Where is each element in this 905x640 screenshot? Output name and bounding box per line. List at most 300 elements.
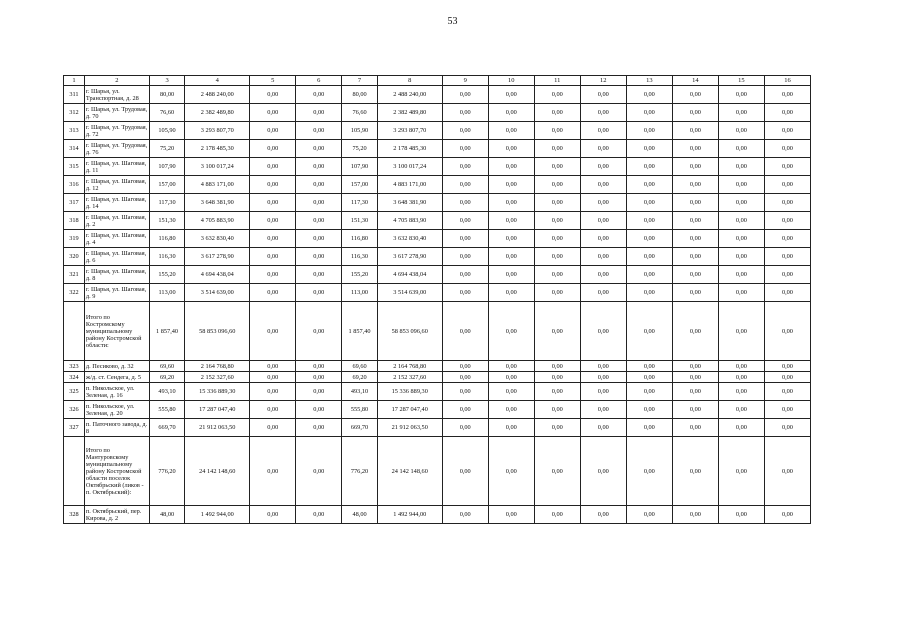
value-cell: 0,00 (764, 372, 810, 383)
table-row (64, 140, 811, 158)
table-row (64, 372, 811, 383)
value-cell: 0,00 (672, 176, 718, 194)
value-cell: 0,00 (534, 506, 580, 524)
table-row (64, 194, 811, 212)
value-cell: 555,80 (149, 401, 185, 419)
value-cell: 0,00 (488, 230, 534, 248)
value-cell: 0,00 (296, 194, 342, 212)
value-cell: 21 912 063,50 (377, 419, 442, 437)
value-cell: 0,00 (534, 437, 580, 506)
value-cell: 0,00 (296, 140, 342, 158)
value-cell: 0,00 (626, 266, 672, 284)
value-cell: 4 694 438,04 (377, 266, 442, 284)
value-cell: 0,00 (296, 419, 342, 437)
value-cell: 21 912 063,50 (185, 419, 250, 437)
value-cell: 0,00 (764, 383, 810, 401)
value-cell: 0,00 (534, 104, 580, 122)
row-number: 315 (64, 158, 85, 176)
value-cell: 0,00 (626, 401, 672, 419)
row-number: 324 (64, 372, 85, 383)
value-cell: 80,00 (342, 86, 378, 104)
value-cell: 155,20 (149, 266, 185, 284)
row-number: 325 (64, 383, 85, 401)
value-cell: 776,20 (342, 437, 378, 506)
value-cell: 0,00 (296, 302, 342, 361)
value-cell: 0,00 (580, 140, 626, 158)
row-number: 322 (64, 284, 85, 302)
value-cell: 151,30 (149, 212, 185, 230)
value-cell: 2 488 240,00 (377, 86, 442, 104)
value-cell: 0,00 (250, 506, 296, 524)
value-cell: 0,00 (488, 86, 534, 104)
value-cell: 0,00 (580, 194, 626, 212)
value-cell: 1 857,40 (149, 302, 185, 361)
value-cell: 0,00 (534, 401, 580, 419)
value-cell: 0,00 (626, 140, 672, 158)
table-row (64, 176, 811, 194)
value-cell: 113,00 (342, 284, 378, 302)
value-cell: 0,00 (672, 284, 718, 302)
value-cell: 0,00 (718, 401, 764, 419)
value-cell: 157,00 (342, 176, 378, 194)
address-cell: Итого по Мантуровскому муниципальному району Костромской области поселок Октябрьский (ликов - п. Октябрьский): (84, 437, 149, 506)
address-cell: п. Паточного завода, д. 8 (84, 419, 149, 437)
value-cell: 0,00 (718, 104, 764, 122)
value-cell: 0,00 (672, 372, 718, 383)
value-cell: 0,00 (250, 383, 296, 401)
value-cell: 0,00 (626, 212, 672, 230)
row-number: 321 (64, 266, 85, 284)
value-cell: 15 336 889,30 (185, 383, 250, 401)
value-cell: 4 705 883,90 (377, 212, 442, 230)
value-cell: 0,00 (442, 86, 488, 104)
table-row (64, 248, 811, 266)
value-cell: 0,00 (488, 372, 534, 383)
value-cell: 0,00 (296, 437, 342, 506)
value-cell: 24 142 148,60 (185, 437, 250, 506)
value-cell: 0,00 (672, 437, 718, 506)
value-cell: 69,60 (149, 361, 185, 372)
value-cell: 1 492 944,00 (377, 506, 442, 524)
value-cell: 0,00 (764, 140, 810, 158)
value-cell: 0,00 (534, 419, 580, 437)
value-cell: 0,00 (442, 140, 488, 158)
value-cell: 0,00 (488, 302, 534, 361)
value-cell: 0,00 (442, 230, 488, 248)
value-cell: 3 648 381,90 (185, 194, 250, 212)
value-cell: 0,00 (442, 372, 488, 383)
value-cell: 15 336 889,30 (377, 383, 442, 401)
value-cell: 0,00 (534, 230, 580, 248)
value-cell: 0,00 (580, 361, 626, 372)
value-cell: 0,00 (672, 302, 718, 361)
value-cell: 0,00 (764, 194, 810, 212)
value-cell: 76,60 (342, 104, 378, 122)
table-row (64, 383, 811, 401)
value-cell: 0,00 (296, 176, 342, 194)
value-cell: 2 382 489,80 (185, 104, 250, 122)
value-cell: 493,10 (149, 383, 185, 401)
value-cell: 0,00 (534, 122, 580, 140)
address-cell: ж/д. ст. Сендега, д. 5 (84, 372, 149, 383)
value-cell: 0,00 (442, 284, 488, 302)
value-cell: 0,00 (718, 302, 764, 361)
value-cell: 0,00 (718, 383, 764, 401)
value-cell: 0,00 (534, 284, 580, 302)
value-cell: 0,00 (296, 284, 342, 302)
value-cell: 0,00 (672, 104, 718, 122)
value-cell: 116,80 (149, 230, 185, 248)
address-cell: г. Шарья, ул. Шаговая, д. 6 (84, 248, 149, 266)
value-cell: 0,00 (488, 212, 534, 230)
value-cell: 0,00 (626, 176, 672, 194)
value-cell: 0,00 (764, 401, 810, 419)
table-row (64, 419, 811, 437)
table-row (64, 104, 811, 122)
row-number: 314 (64, 140, 85, 158)
value-cell: 2 178 485,30 (377, 140, 442, 158)
address-cell: г. Шарья, ул. Шаговая, д. 11 (84, 158, 149, 176)
value-cell: 0,00 (534, 176, 580, 194)
value-cell: 0,00 (250, 176, 296, 194)
value-cell: 3 514 639,00 (377, 284, 442, 302)
value-cell: 0,00 (718, 212, 764, 230)
value-cell: 105,90 (149, 122, 185, 140)
value-cell: 0,00 (626, 302, 672, 361)
value-cell: 0,00 (296, 248, 342, 266)
value-cell: 0,00 (534, 372, 580, 383)
value-cell: 0,00 (296, 104, 342, 122)
column-header: 5 (250, 76, 296, 86)
value-cell: 0,00 (764, 284, 810, 302)
value-cell: 116,30 (149, 248, 185, 266)
value-cell: 0,00 (534, 140, 580, 158)
value-cell: 0,00 (250, 194, 296, 212)
value-cell: 0,00 (296, 401, 342, 419)
value-cell: 0,00 (250, 302, 296, 361)
value-cell: 0,00 (296, 361, 342, 372)
value-cell: 0,00 (488, 248, 534, 266)
value-cell: 116,80 (342, 230, 378, 248)
value-cell: 155,20 (342, 266, 378, 284)
value-cell: 0,00 (534, 361, 580, 372)
value-cell: 0,00 (488, 419, 534, 437)
value-cell: 24 142 148,60 (377, 437, 442, 506)
row-number: 328 (64, 506, 85, 524)
value-cell: 0,00 (296, 230, 342, 248)
value-cell: 107,90 (342, 158, 378, 176)
value-cell: 3 100 017,24 (377, 158, 442, 176)
value-cell: 0,00 (534, 383, 580, 401)
value-cell: 0,00 (442, 506, 488, 524)
value-cell: 0,00 (534, 248, 580, 266)
value-cell: 76,60 (149, 104, 185, 122)
value-cell: 0,00 (250, 401, 296, 419)
value-cell: 0,00 (764, 230, 810, 248)
value-cell: 0,00 (672, 122, 718, 140)
value-cell: 0,00 (488, 284, 534, 302)
value-cell: 776,20 (149, 437, 185, 506)
value-cell: 0,00 (442, 176, 488, 194)
value-cell: 0,00 (626, 194, 672, 212)
value-cell: 3 293 807,70 (377, 122, 442, 140)
value-cell: 555,80 (342, 401, 378, 419)
value-cell: 0,00 (250, 437, 296, 506)
value-cell: 0,00 (718, 437, 764, 506)
value-cell: 3 632 830,40 (377, 230, 442, 248)
value-cell: 3 648 381,90 (377, 194, 442, 212)
value-cell: 0,00 (626, 506, 672, 524)
value-cell: 0,00 (534, 158, 580, 176)
value-cell: 669,70 (342, 419, 378, 437)
value-cell: 48,00 (342, 506, 378, 524)
address-cell: г. Шарья, ул. Шаговая, д. 2 (84, 212, 149, 230)
value-cell: 0,00 (764, 506, 810, 524)
column-header: 2 (84, 76, 149, 86)
value-cell: 0,00 (626, 437, 672, 506)
value-cell: 0,00 (718, 194, 764, 212)
value-cell: 0,00 (672, 230, 718, 248)
value-cell: 0,00 (718, 158, 764, 176)
value-cell: 0,00 (626, 86, 672, 104)
value-cell: 0,00 (718, 122, 764, 140)
column-header: 6 (296, 76, 342, 86)
row-number: 316 (64, 176, 85, 194)
value-cell: 17 287 047,40 (185, 401, 250, 419)
value-cell: 0,00 (764, 437, 810, 506)
value-cell: 0,00 (250, 104, 296, 122)
value-cell: 0,00 (442, 248, 488, 266)
value-cell: 4 883 171,00 (185, 176, 250, 194)
value-cell: 0,00 (718, 506, 764, 524)
value-cell: 2 382 489,80 (377, 104, 442, 122)
value-cell: 0,00 (718, 284, 764, 302)
value-cell: 0,00 (580, 176, 626, 194)
value-cell: 0,00 (580, 372, 626, 383)
address-cell: г. Шарья, ул. Шаговая, д. 14 (84, 194, 149, 212)
value-cell: 17 287 047,40 (377, 401, 442, 419)
value-cell: 157,00 (149, 176, 185, 194)
value-cell: 0,00 (442, 194, 488, 212)
column-header: 16 (764, 76, 810, 86)
value-cell: 0,00 (488, 266, 534, 284)
row-number: 312 (64, 104, 85, 122)
value-cell: 0,00 (764, 176, 810, 194)
value-cell: 2 488 240,00 (185, 86, 250, 104)
value-cell: 0,00 (296, 383, 342, 401)
value-cell: 113,00 (149, 284, 185, 302)
value-cell: 0,00 (580, 158, 626, 176)
value-cell: 0,00 (250, 361, 296, 372)
address-cell: г. Шарья, ул. Шаговая, д. 9 (84, 284, 149, 302)
value-cell: 75,20 (149, 140, 185, 158)
value-cell: 0,00 (580, 401, 626, 419)
value-cell: 3 100 017,24 (185, 158, 250, 176)
value-cell: 0,00 (442, 302, 488, 361)
value-cell: 2 164 768,80 (377, 361, 442, 372)
value-cell: 0,00 (250, 158, 296, 176)
address-cell: п. Никольское, ул. Зеленая, д. 16 (84, 383, 149, 401)
value-cell: 0,00 (442, 401, 488, 419)
value-cell: 0,00 (672, 383, 718, 401)
value-cell: 0,00 (488, 401, 534, 419)
header-row (64, 76, 811, 86)
row-number: 311 (64, 86, 85, 104)
value-cell: 0,00 (764, 419, 810, 437)
row-number: 313 (64, 122, 85, 140)
address-cell: г. Шарья, ул. Транспортная, д. 28 (84, 86, 149, 104)
value-cell: 117,30 (342, 194, 378, 212)
column-header: 12 (580, 76, 626, 86)
value-cell: 0,00 (580, 230, 626, 248)
value-cell: 0,00 (488, 506, 534, 524)
value-cell: 0,00 (250, 230, 296, 248)
total-row (64, 302, 811, 361)
value-cell: 0,00 (718, 248, 764, 266)
value-cell: 2 164 768,80 (185, 361, 250, 372)
value-cell: 0,00 (250, 212, 296, 230)
value-cell: 107,90 (149, 158, 185, 176)
value-cell: 80,00 (149, 86, 185, 104)
value-cell: 0,00 (672, 419, 718, 437)
value-cell: 0,00 (626, 372, 672, 383)
value-cell: 0,00 (250, 122, 296, 140)
value-cell: 0,00 (580, 122, 626, 140)
address-cell: п. Никольское, ул. Зеленая, д. 20 (84, 401, 149, 419)
value-cell: 3 617 278,90 (185, 248, 250, 266)
value-cell: 0,00 (626, 104, 672, 122)
value-cell: 3 617 278,90 (377, 248, 442, 266)
page-number: 53 (447, 16, 458, 27)
value-cell: 0,00 (442, 437, 488, 506)
address-cell: г. Шарья, ул. Шаговая, д. 4 (84, 230, 149, 248)
value-cell: 0,00 (718, 176, 764, 194)
value-cell: 0,00 (488, 176, 534, 194)
column-header: 3 (149, 76, 185, 86)
column-header: 15 (718, 76, 764, 86)
value-cell: 4 705 883,90 (185, 212, 250, 230)
row-number: 320 (64, 248, 85, 266)
value-cell: 0,00 (488, 194, 534, 212)
value-cell: 0,00 (250, 86, 296, 104)
value-cell: 0,00 (488, 104, 534, 122)
value-cell: 0,00 (672, 86, 718, 104)
address-cell: г. Шарья, ул. Трудовая, д. 76 (84, 140, 149, 158)
value-cell: 0,00 (672, 248, 718, 266)
value-cell: 0,00 (718, 86, 764, 104)
table-row (64, 266, 811, 284)
value-cell: 105,90 (342, 122, 378, 140)
value-cell: 75,20 (342, 140, 378, 158)
value-cell: 0,00 (488, 383, 534, 401)
value-cell: 0,00 (534, 86, 580, 104)
value-cell: 0,00 (296, 266, 342, 284)
value-cell: 0,00 (580, 248, 626, 266)
value-cell: 69,20 (342, 372, 378, 383)
value-cell: 0,00 (296, 122, 342, 140)
value-cell: 0,00 (296, 158, 342, 176)
value-cell: 0,00 (488, 140, 534, 158)
value-cell: 0,00 (442, 383, 488, 401)
value-cell: 0,00 (626, 361, 672, 372)
address-cell: п. Октябрьский, пер. Кирова, д. 2 (84, 506, 149, 524)
value-cell: 48,00 (149, 506, 185, 524)
table-row (64, 158, 811, 176)
row-number (64, 302, 85, 361)
table-row (64, 86, 811, 104)
value-cell: 0,00 (580, 266, 626, 284)
column-header: 14 (672, 76, 718, 86)
value-cell: 0,00 (580, 383, 626, 401)
address-cell: Итого по Костромскому муниципальному району Костромской области: (84, 302, 149, 361)
value-cell: 4 883 171,00 (377, 176, 442, 194)
value-cell: 151,30 (342, 212, 378, 230)
value-cell: 0,00 (442, 419, 488, 437)
value-cell: 58 853 096,60 (377, 302, 442, 361)
value-cell: 0,00 (442, 266, 488, 284)
value-cell: 493,10 (342, 383, 378, 401)
value-cell: 0,00 (580, 104, 626, 122)
value-cell: 58 853 096,60 (185, 302, 250, 361)
table-row (64, 122, 811, 140)
value-cell: 0,00 (296, 506, 342, 524)
value-cell: 0,00 (534, 302, 580, 361)
value-cell: 0,00 (764, 86, 810, 104)
address-cell: г. Шарья, ул. Шаговая, д. 12 (84, 176, 149, 194)
value-cell: 0,00 (718, 419, 764, 437)
value-cell: 3 514 639,00 (185, 284, 250, 302)
value-cell: 0,00 (672, 266, 718, 284)
value-cell: 0,00 (672, 212, 718, 230)
column-header: 13 (626, 76, 672, 86)
address-cell: г. Шарья, ул. Шаговая, д. 8 (84, 266, 149, 284)
row-number: 326 (64, 401, 85, 419)
value-cell: 0,00 (488, 361, 534, 372)
value-cell: 0,00 (672, 194, 718, 212)
value-cell: 0,00 (442, 104, 488, 122)
value-cell: 0,00 (626, 248, 672, 266)
value-cell: 0,00 (626, 383, 672, 401)
value-cell: 0,00 (580, 212, 626, 230)
value-cell: 0,00 (534, 194, 580, 212)
address-cell: г. Шарья, ул. Трудовая, д. 70 (84, 104, 149, 122)
value-cell: 0,00 (764, 302, 810, 361)
value-cell: 0,00 (764, 361, 810, 372)
value-cell: 0,00 (764, 212, 810, 230)
value-cell: 0,00 (442, 122, 488, 140)
value-cell: 0,00 (580, 86, 626, 104)
value-cell: 0,00 (580, 284, 626, 302)
value-cell: 117,30 (149, 194, 185, 212)
value-cell: 69,60 (342, 361, 378, 372)
value-cell: 0,00 (442, 361, 488, 372)
value-cell: 0,00 (626, 122, 672, 140)
value-cell: 0,00 (534, 266, 580, 284)
row-number: 323 (64, 361, 85, 372)
value-cell: 1 492 944,00 (185, 506, 250, 524)
value-cell: 0,00 (296, 86, 342, 104)
column-header: 11 (534, 76, 580, 86)
row-number: 318 (64, 212, 85, 230)
value-cell: 0,00 (626, 419, 672, 437)
value-cell: 3 632 830,40 (185, 230, 250, 248)
value-cell: 0,00 (250, 266, 296, 284)
value-cell: 1 857,40 (342, 302, 378, 361)
value-cell: 0,00 (296, 372, 342, 383)
value-cell: 116,30 (342, 248, 378, 266)
value-cell: 0,00 (488, 158, 534, 176)
value-cell: 2 152 327,60 (185, 372, 250, 383)
